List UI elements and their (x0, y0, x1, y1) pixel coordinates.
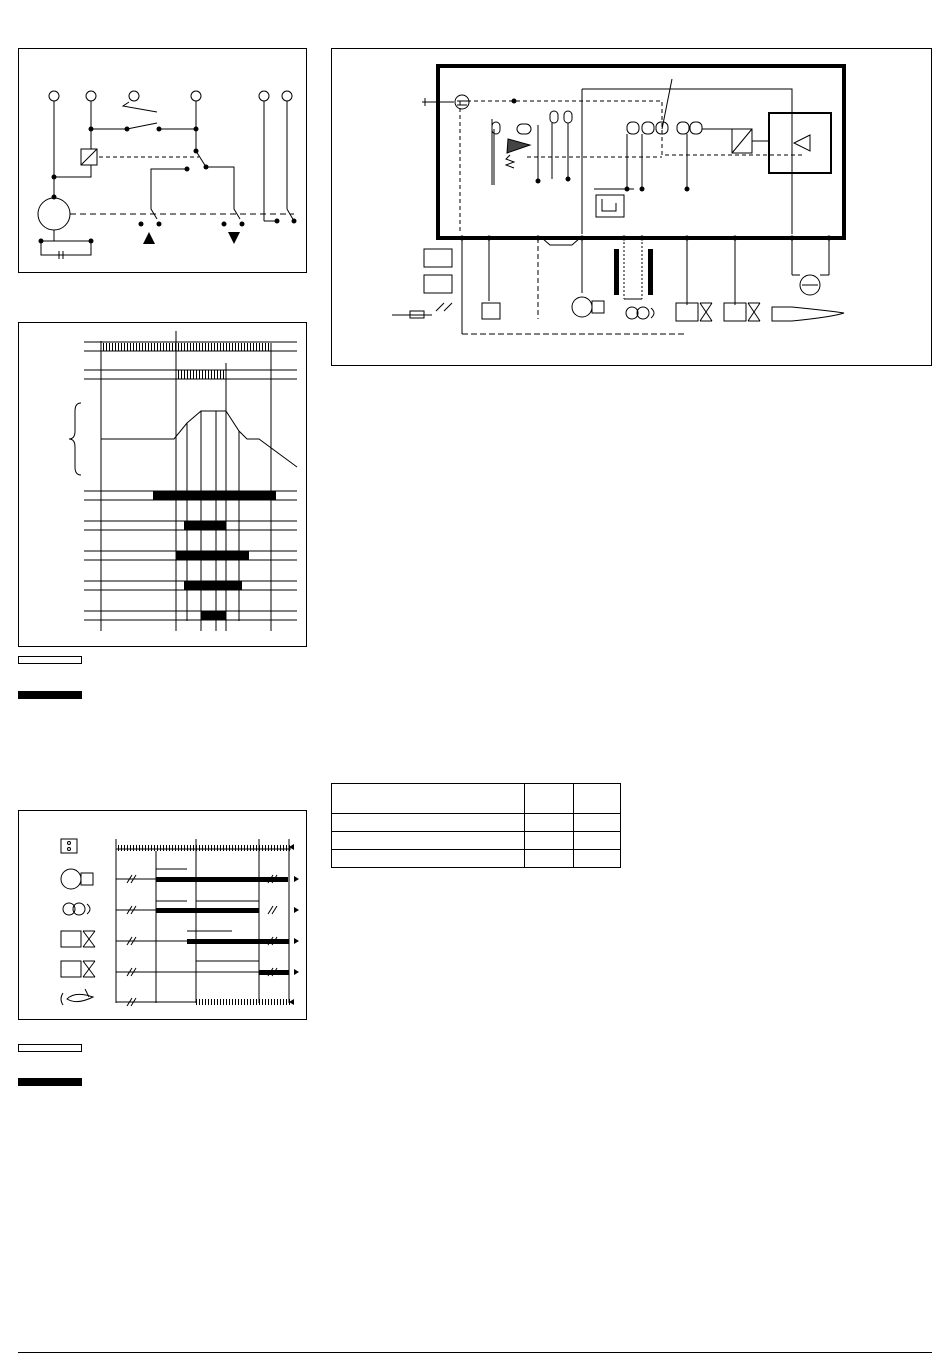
caption-tag-outline-2 (18, 1044, 82, 1052)
valve-2-icon (61, 961, 81, 977)
down-arrow-icon (228, 232, 240, 244)
control-unit-schematic-frame (331, 48, 932, 366)
terminal-4 (259, 91, 269, 101)
timing-bar-3 (176, 551, 249, 560)
table-cell (525, 850, 574, 868)
table-row (332, 832, 621, 850)
table-cell (574, 832, 621, 850)
control-unit-housing (438, 66, 844, 238)
control-unit-schematic (332, 49, 933, 367)
sequence-bar-ignition (156, 908, 259, 913)
table-cell (332, 814, 525, 832)
footer-rule (18, 1352, 932, 1353)
valve-b-icon (724, 303, 746, 321)
flame-icon (67, 994, 93, 1001)
motor-icon (572, 297, 592, 317)
timing-bar-2 (184, 521, 226, 530)
terminal-2 (86, 91, 96, 101)
motor-symbol (38, 198, 70, 230)
table-cell (574, 814, 621, 832)
sequence-chart-frame (18, 810, 307, 1020)
table-cell (332, 850, 525, 868)
table-cell (332, 784, 525, 814)
timing-diagram-frame (18, 322, 307, 647)
sequence-chart (19, 811, 308, 1021)
terminal-1 (49, 91, 59, 101)
table-row (332, 850, 621, 868)
sequence-bar-valve-1 (187, 939, 289, 944)
amplifier-box (769, 113, 831, 173)
caption-tag-filled-2 (18, 1078, 82, 1086)
terminal-3 (191, 91, 201, 101)
sequence-bar-fan (156, 877, 288, 882)
table-cell (525, 784, 574, 814)
timing-diagram (19, 323, 308, 648)
timing-bar-1 (153, 491, 276, 500)
table-cell (574, 850, 621, 868)
table-cell (525, 832, 574, 850)
valve-a-icon (676, 303, 698, 321)
caption-tag-outline-1 (18, 656, 82, 664)
motor-wiring-diagram (19, 49, 308, 274)
spec-table (331, 783, 621, 868)
timing-bar-5 (201, 611, 226, 620)
timing-bar-4 (184, 581, 242, 590)
fan-motor-icon (61, 869, 81, 889)
terminal-5 (282, 91, 292, 101)
table-cell (574, 784, 621, 814)
table-row (332, 784, 621, 814)
table-cell (525, 814, 574, 832)
table-cell (332, 832, 525, 850)
valve-1-icon (61, 931, 81, 947)
amplifier-triangle-icon (794, 135, 810, 151)
flame-sensor-icon (455, 95, 469, 109)
motor-wiring-diagram-frame (18, 48, 307, 273)
sequence-bar-valve-2 (259, 970, 289, 975)
table-row (332, 814, 621, 832)
up-arrow-icon (143, 232, 155, 244)
caption-tag-filled-1 (18, 691, 82, 699)
